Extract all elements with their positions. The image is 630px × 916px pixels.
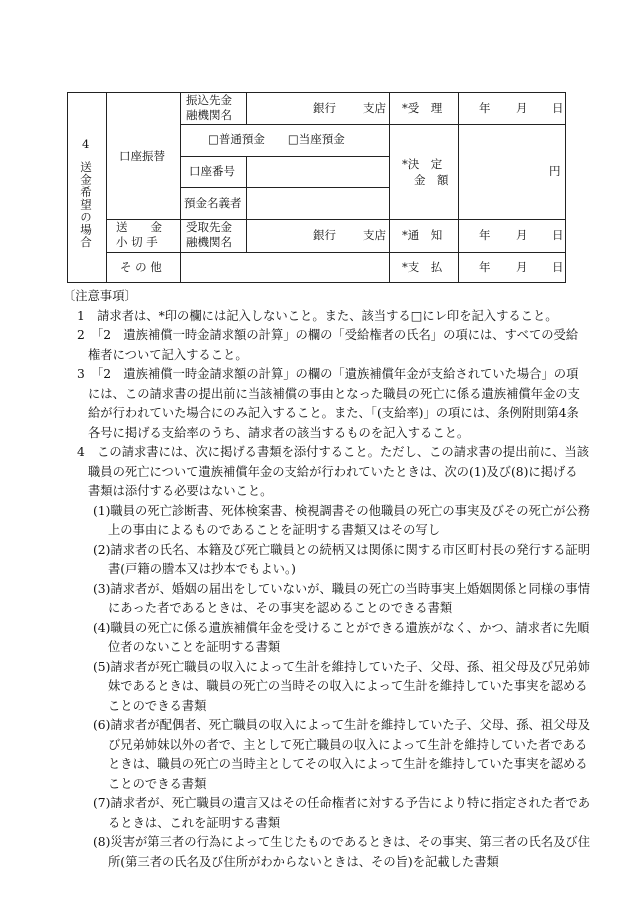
juri-label: *受 理 (402, 101, 443, 115)
note-line: び兄弟姉妹以外の者で、主として死亡職員の収入によって生計を維持していた者である (108, 737, 588, 752)
juri-year: 年 (479, 101, 491, 115)
note-line: 2 「2 遺族補償一時金請求額の計算」の欄の「受給権者の氏名」の項には、すべての受給 (77, 328, 579, 342)
tsuchi-day: 日 (552, 228, 564, 242)
note-line: 権者について記入すること。 (88, 347, 248, 362)
sokin-label-1: 送 金 (116, 220, 162, 234)
shiharai-month: 月 (516, 260, 528, 274)
shiharai-year: 年 (479, 260, 491, 274)
note-line: (1)職員の死亡診断書、死体検案書、検視調書その他職員の死亡の事実及びその死亡が公務 (93, 503, 590, 518)
kettei-label-1: *決 定 (402, 157, 443, 171)
section-number: 4 (82, 137, 90, 151)
remittance-table (67, 92, 566, 283)
note-line: 所(第三者の氏名及び住所がわからないときは、その旨)を記載した書類 (108, 854, 499, 869)
juri-month: 月 (516, 101, 528, 115)
note-line: (2)請求者の氏名、本籍及び死亡職員との続柄又は関係に関する市区町村長の発行する証明 (93, 542, 590, 557)
furikomi-label-2: 融機関名 (186, 108, 232, 122)
tsuchi-label: *通 知 (402, 228, 443, 242)
note-line: (5)請求者が死亡職員の収入によって生計を維持していた子、父母、孫、祖父母及び兄弟姉 (93, 659, 590, 674)
shiharai-day: 日 (552, 260, 564, 274)
bank-label: 銀行 (313, 101, 336, 115)
note-line: 上の事由によるものであることを証明する書類又はその写し (108, 523, 441, 537)
notes-section (63, 287, 590, 872)
note-line: 3 「2 遺族補償一時金請求額の計算」の欄の「遺族補償年金が支給されていた場合」の項 (77, 367, 579, 381)
note-line: 位者のないことを証明する書類 (108, 640, 281, 654)
branch-label: 支店 (363, 101, 386, 115)
note-line: 4 この請求書には、次に掲げる書類を添付すること。ただし、この請求書の提出前に、当該 (77, 445, 589, 459)
note-line: ことのできる書類 (108, 698, 207, 713)
note-line: (8)災害が第三者の行為によって生じたものであるときは、その事実、第三者の氏名及び住 (93, 835, 590, 849)
note-line: (6)請求者が配偶者、死亡職員の収入によって生計を維持していた子、父母、孫、祖父母及 (93, 718, 590, 732)
note-line: (3)請求者が、婚姻の届出をしていないが、職員の死亡の当時事実上婚姻関係と同様の事情 (93, 581, 590, 596)
section-title: 送金希望の場合 (79, 161, 93, 249)
note-line: るときは、これを証明する書類 (108, 815, 281, 830)
notes-heading: 〔注意事項〕 (63, 289, 137, 303)
note-line: ときは、職員の死亡の当時主としてその収入によって生計を維持していた事実を認める (108, 757, 588, 771)
uketori-label-1: 受取先金 (186, 220, 232, 234)
sonota-label: そ の 他 (120, 260, 162, 274)
shiharai-label: *支 払 (402, 260, 443, 274)
furikomi-label-1: 振込先金 (186, 93, 232, 107)
yen-label: 円 (549, 164, 561, 178)
note-line: には、この請求書の提出前に当該補償の事由となった職員の死亡に係る遺族補償年金の支 (88, 386, 580, 401)
note-line: ことのできる書類 (108, 776, 207, 791)
sokin-label-2: 小 切 手 (116, 235, 158, 249)
uketori-branch-label: 支店 (363, 228, 386, 242)
uketori-bank-label: 銀行 (313, 228, 336, 242)
koza-furikae-label: 口座振替 (119, 149, 165, 163)
note-line: にあった者であるときは、その事実を認めることのできる書類 (108, 601, 453, 615)
tsuchi-year: 年 (479, 228, 491, 242)
meigi-label: 預金名義者 (184, 196, 242, 210)
kettei-label-2: 金 額 (414, 173, 449, 187)
note-line: 給が行われていた場合にのみ記入すること。また、「(支給率)」の項には、条例附則第4条 (88, 406, 579, 420)
note-line: 書(戸籍の謄本又は抄本でもよい。) (108, 562, 296, 576)
note-line: 1 請求者は、*印の欄には記入しないこと。また、該当する□にレ印を記入すること。 (77, 308, 558, 323)
note-line: 書類は添付する必要はないこと。 (88, 484, 273, 498)
note-line: 職員の死亡について遺族補償年金の支給が行われていたときは、次の(1)及び(8)に掲げる (88, 464, 578, 479)
note-line: 各号に掲げる支給率のうち、請求者の該当するものを記入すること。 (88, 425, 470, 440)
juri-day: 日 (552, 101, 564, 115)
note-line: (7)請求者が、死亡職員の遺言又はその任命権者に対する予告により特に指定された者であ (93, 796, 590, 810)
deposit-type-checkboxes[interactable]: □普通預金 □当座預金 (208, 132, 345, 146)
note-line: (4)職員の死亡に係る遺族補償年金を受けることができる遺族がなく、かつ、請求者に先順 (93, 620, 590, 635)
tsuchi-month: 月 (516, 228, 528, 242)
koza-bango-label: 口座番号 (189, 164, 235, 178)
note-line: 妹であるときは、職員の死亡の当時その収入によって生計を維持していた事実を認める (108, 679, 588, 693)
uketori-label-2: 融機関名 (186, 235, 232, 249)
